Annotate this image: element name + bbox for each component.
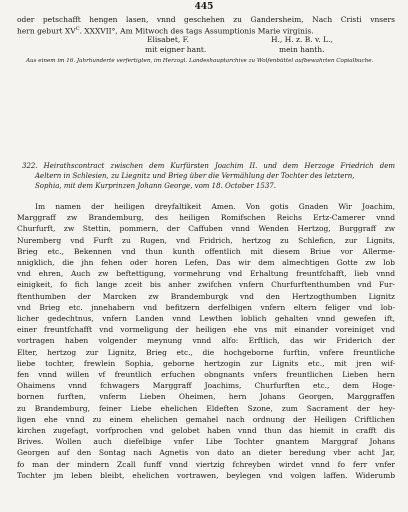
body-line: Ohaimens vnnd fchwagers Marggraff Joachims, Churfurften etc., dem Hoge- — [17, 381, 395, 391]
top-line-2-sup: C — [75, 26, 80, 32]
body-line: bornen furften, vnferm Lieben Oheimen, hern Johans Georgen, Marggraffen — [17, 392, 395, 402]
page-number: 445 — [194, 2, 214, 12]
body-line: Brives. Wollen auch diefelbige vnfer Libe Tochter gnantem Marggraf Johans — [17, 437, 395, 447]
body-line: Brieg etc., Bekennen vnd thun kunth offentlich mit diesem Briue vor Allerme- — [17, 246, 395, 256]
signature-1-left: Elisabet, F. — [147, 35, 190, 44]
footnote: Aus einem im 16. Jahrhunderte verfertigten, im Herzogl. Landeshauptarchive zu Wolfenbüttel aufbewahrten Copialbuche. — [26, 58, 374, 64]
body-line: vortragen haben volgender meynung vnnd alfo: Erftlich, das wir Friderich der — [17, 336, 395, 346]
top-line-1: oder petschafft hengen lasen, vnnd geschehen zu Gandersheim, Nach Cristi vnsers — [17, 15, 395, 24]
body-line: einigkeit, fo fich lange zceit bis anher zwifchen vnfern Churfurftenthumben vnd Fur- — [17, 280, 395, 290]
body-line: Nuremberg vnd Furft zu Rugen, vnd Fridrich, hertzog zu Schleficn, zur Lignits, — [17, 235, 395, 245]
body-line: Im namen der heiligen dreyfaltikeit Amen. Von gotis Gnaden Wir Joachim, — [35, 202, 395, 211]
body-line: ftenthumben der Marcken zw Brandemburgk vnd den Hertzogthumben Lignitz — [17, 291, 395, 301]
body-line: Georgen auf den Sontag nach Agnetis von dato an dieter beredung vber acht Jar, — [17, 448, 395, 458]
body-line: vnd Brieg etc. jnnehabern vnd befitzern derfelbigen vnfern eltern feliger vnd lob- — [17, 302, 395, 312]
body-line: Churfurft, zw Stettin, pommern, der Caffuben vnnd Wenden Hertzog, Burggraff zw — [17, 224, 395, 234]
section-heading-line-3: Sophia, mit dem Kurprinzen Johann George, vom 18. October 1537. — [35, 182, 276, 190]
body-line: licher gedechtnus, vnfern Landen vnnd Lewthen loblich gehalten vnnd gewefen ift, — [17, 314, 395, 323]
top-line-2-end: . XXXVII°, Am Mitwoch des tags Assumptionis Marie virginis. — [79, 26, 314, 36]
body-line: fo man der mindern Zcall funff vnnd viertzig fchreyben wirdet vnnd fo ferr vnfer — [17, 459, 395, 469]
body-line: Tochter jm leben bleibt, ehelichen vortrawen, beylegen vnd volgen laffen. Widerumb — [17, 470, 395, 480]
body-line: fen vnnd willen vf freuntlich erfuchen obngnants vnfers freuntlichen Lieben hern — [17, 370, 395, 379]
body-line: Marggraff zw Brandemburg, des heiligen Romifschen Reichs Ertz-Camerer vnnd — [17, 213, 395, 223]
body-line: Elter, hertzog zur Lignitz, Brieg etc., die hochgeborne furftin, vnfere freuntliche — [17, 347, 395, 357]
body-line: ligen ehe vnnd zu einem ehelichen gemahel nach ordnung der Heiligen Criftlichen — [17, 414, 395, 424]
body-line: liebe tochter, frewlein Sophia, geborne hertzogin zur Lignits etc., mit jren wif- — [17, 358, 395, 368]
body-line: kirchen zugefagt, vorfprochen vnd gelobet haben vnnd thun das hiemit in crafft dis — [17, 426, 395, 435]
body-line: zu Brandemburg, feiner Liebe ehelichen Eldeften Szone, zum Sacrament der hey- — [17, 403, 395, 413]
body-line: nnigklich, die jhn fehen oder horen Lefen, Das wir dem almechtigen Gotte zw lob — [17, 258, 395, 267]
top-line-2-start: hern geburt XV — [17, 26, 76, 36]
signature-2-right: mein hanth. — [279, 45, 325, 54]
signature-2-left: mit eigner hant. — [145, 45, 207, 54]
section-heading-line-1: 322. Heirathscontract zwischen dem Kurfürsten Joachim II. und dem Herzoge Friedrich dem — [22, 162, 395, 170]
signature-1-right: H., H. z. B. v. L., — [271, 35, 333, 44]
body-line: einer freuntfchafft vnd vormeligung der heiligen ehe vns mit einander voreiniget vnd — [17, 325, 395, 335]
section-heading-line-2: Aeltern in Schlesien, zu Liegnitz und Brieg über die Vermählung der Tochter des letztern, — [35, 172, 355, 180]
body-line: vnd ehren, Auch zw beftettigung, vormehrung vnd Erhaltung freuntfchafft, lieb vnnd — [17, 269, 395, 279]
top-line-2 — [17, 25, 395, 36]
